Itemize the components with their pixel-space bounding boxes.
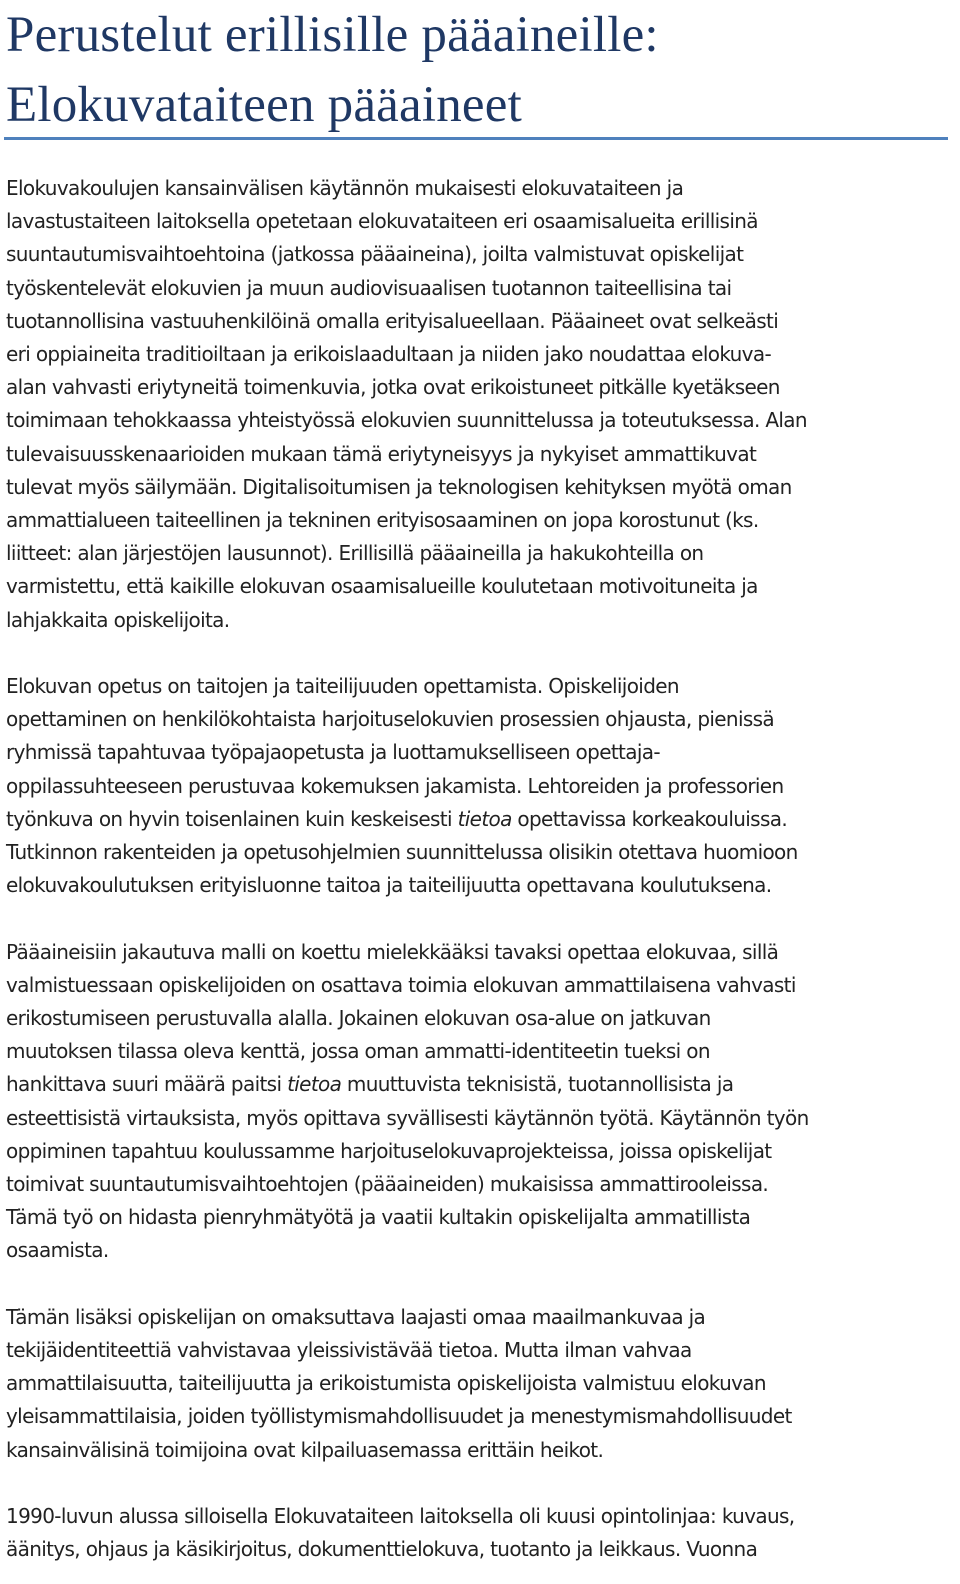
text-line: toimimaan tehokkaassa yhteistyössä elokuvien suunnittelussa ja toteutuksessa. Alan	[6, 408, 807, 433]
text-line: erikostumiseen perustuvalla alalla. Jokainen elokuvan osa-alue on jatkuvan	[6, 1006, 711, 1031]
text-line: Pääaineisiin jakautuva malli on koettu mielekkääksi tavaksi opettaa elokuvaa, sillä	[6, 939, 779, 964]
text-line: eri oppiaineita traditioiltaan ja erikoislaadultaan ja niiden jako noudattaa elokuva-	[6, 342, 772, 367]
paragraph-3	[6, 936, 948, 1268]
text-line: yleisammattilaisia, joiden työllistymismahdollisuudet ja menestymismahdollisuudet	[6, 1404, 792, 1429]
text-line: Tämän lisäksi opiskelijan on omaksuttava laajasti omaa maailmankuvaa ja	[6, 1304, 706, 1329]
text-line: muutoksen tilassa oleva kenttä, jossa oman ammatti-identiteetin tueksi on	[6, 1039, 710, 1064]
emphasis-text: tietoa	[457, 806, 512, 831]
text-line: tulevaisuusskenaarioiden mukaan tämä eriytyneisyys ja nykyiset ammattikuvat	[6, 441, 757, 466]
text-line: Elokuvan opetus on taitojen ja taiteilijuuden opettamista. Opiskelijoiden	[6, 674, 679, 699]
text-line	[6, 1068, 948, 1101]
text-line: ammattilaisuutta, taiteilijuutta ja erikoistumista opiskelijoista valmistuu elokuvan	[6, 1371, 766, 1396]
text-line: toimivat suuntautumisvaihtoehtojen (pääaineiden) mukaisissa ammattirooleissa.	[6, 1172, 769, 1197]
text-line: oppiminen tapahtuu koulussamme harjoituselokuvaprojekteissa, joissa opiskelijat	[6, 1138, 772, 1163]
text-line: ryhmissä tapahtuvaa työpajaopetusta ja luottamukselliseen opettaja-	[6, 740, 660, 765]
text-line: esteettisistä virtauksista, myös opittava syvällisesti käytännön työtä. Käytännön työn	[6, 1105, 809, 1130]
text-line	[6, 803, 948, 836]
text-line: alan vahvasti eriytyneitä toimenkuvia, jotka ovat erikoistuneet pitkälle kyetäkseen	[6, 375, 780, 400]
emphasis-text: tietoa	[287, 1072, 342, 1097]
text-line: varmistettu, että kaikille elokuvan osaamisalueille koulutetaan motivoituneita ja	[6, 574, 758, 599]
text-line: kansainvälisinä toimijoina ovat kilpailuasemassa erittäin heikot.	[6, 1437, 604, 1462]
text-line: äänitys, ohjaus ja käsikirjoitus, dokumenttielokuva, tuotanto ja leikkaus. Vuonna	[6, 1537, 758, 1562]
text-line: elokuvakoulutuksen erityisluonne taitoa ja taiteilijuutta opettavana koulutuksena.	[6, 873, 772, 898]
text-line: ammattialueen taiteellinen ja tekninen erityisosaaminen on jopa korostunut (ks.	[6, 508, 759, 533]
paragraph-1	[6, 172, 948, 637]
text-line: tuotannollisina vastuuhenkilöinä omalla erityisalueellaan. Pääaineet ovat selkeästi	[6, 308, 779, 333]
text-line: Elokuvakoulujen kansainvälisen käytännön mukaisesti elokuvataiteen ja	[6, 176, 684, 200]
text-segment: opettavissa korkeakouluissa.	[511, 806, 788, 831]
title-underline	[4, 137, 948, 140]
title-line-1: Perustelut erillisille pääaineille:	[6, 7, 659, 63]
document-body	[6, 172, 948, 1566]
text-line: 1990-luvun alussa silloisella Elokuvataiteen laitoksella oli kuusi opintolinjaa: kuvaus,	[6, 1504, 795, 1529]
document-title	[6, 0, 946, 140]
text-line: Tämä työ on hidasta pienryhmätyötä ja vaatii kultakin opiskelijalta ammatillista	[6, 1205, 751, 1230]
text-segment: muuttuvista teknisistä, tuotannollisista ja	[341, 1072, 734, 1097]
text-line: valmistuessaan opiskelijoiden on osattava toimia elokuvan ammattilaisena vahvasti	[6, 972, 796, 997]
text-line: lahjakkaita opiskelijoita.	[6, 607, 230, 632]
text-line: opettaminen on henkilökohtaista harjoituselokuvien prosessien ohjausta, pienissä	[6, 707, 775, 732]
text-segment: hankittava suuri määrä paitsi	[6, 1072, 288, 1097]
text-line: osaamista.	[6, 1238, 109, 1263]
title-line-2: Elokuvataiteen pääaineet	[6, 77, 522, 133]
text-line: lavastustaiteen laitoksella opetetaan elokuvataiteen eri osaamisalueita erillisinä	[6, 209, 758, 234]
paragraph-4	[6, 1301, 948, 1467]
text-line: tulevat myös säilymään. Digitalisoitumisen ja teknologisen kehityksen myötä oman	[6, 474, 792, 499]
text-segment: työnkuva on hyvin toisenlainen kuin keskeisesti	[6, 806, 458, 831]
text-line: suuntautumisvaihtoehtoina (jatkossa pääaineina), joilta valmistuvat opiskelijat	[6, 242, 744, 267]
text-line: oppilassuhteeseen perustuvaa kokemuksen jakamista. Lehtoreiden ja professorien	[6, 773, 784, 798]
text-line: työskentelevät elokuvien ja muun audiovisuaalisen tuotannon taiteellisina tai	[6, 275, 732, 300]
text-line: liitteet: alan järjestöjen lausunnot). Erillisillä pääaineilla ja hakukohteilla on	[6, 541, 704, 566]
paragraph-2	[6, 670, 948, 902]
paragraph-5	[6, 1500, 948, 1566]
text-line: Tutkinnon rakenteiden ja opetusohjelmien suunnittelussa olisikin otettava huomioon	[6, 840, 798, 865]
text-line: tekijäidentiteettiä vahvistavaa yleissivistävää tietoa. Mutta ilman vahvaa	[6, 1338, 692, 1363]
